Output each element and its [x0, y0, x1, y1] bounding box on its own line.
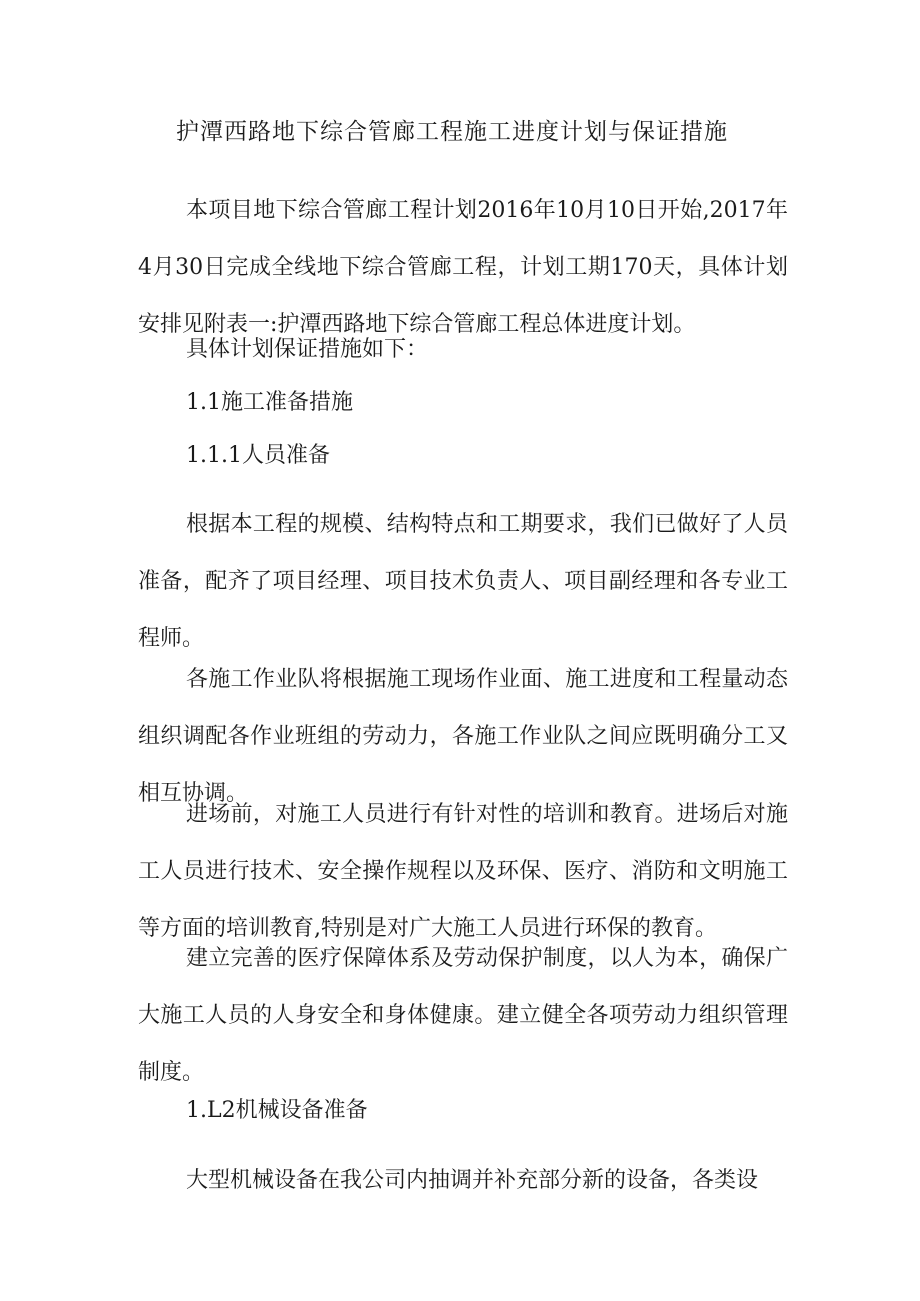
section-heading-1-1-1: 1.1.1人员准备 — [186, 443, 330, 468]
personnel-paragraph-4: 建立完善的医疗保障体系及劳动保护制度，以人为本，确保广大施工人员的人身安全和身体健康。建立健全各项劳动力组织管理制度。 — [138, 946, 788, 1085]
measures-intro: 具体计划保证措施如下： — [186, 337, 429, 362]
document-title: 护潭西路地下综合管廊工程施工进度计划与保证措施 — [176, 119, 728, 145]
equipment-paragraph-1: 大型机械设备在我公司内抽调并补充部分新的设备，各类设 — [186, 1168, 759, 1193]
personnel-paragraph-2: 各施工作业队将根据施工现场作业面、施工进度和工程量动态组织调配各作业班组的劳动力，各施工作业队之间应既明确分工又相互协调。 — [138, 667, 788, 806]
intro-paragraph: 本项目地下综合管廊工程计划2016年10月10日开始,2017年4月30日完成全线地下综合管廊工程，计划工期170天，具体计划安排见附表一:护潭西路地下综合管廊工程总体进度计划。 — [138, 198, 788, 337]
personnel-paragraph-3: 进场前，对施工人员进行有针对性的培训和教育。进场后对施工人员进行技术、安全操作规程以及环保、医疗、消防和文明施工等方面的培训教育,特别是对广大施工人员进行环保的教育。 — [138, 802, 788, 941]
personnel-paragraph-1: 根据本工程的规模、结构特点和工期要求，我们已做好了人员准备，配齐了项目经理、项目技术负责人、项目副经理和各专业工程师。 — [138, 512, 788, 651]
section-heading-1-1-2: 1.L2机械设备准备 — [186, 1098, 368, 1123]
section-heading-1-1: 1.1施工准备措施 — [186, 390, 353, 415]
